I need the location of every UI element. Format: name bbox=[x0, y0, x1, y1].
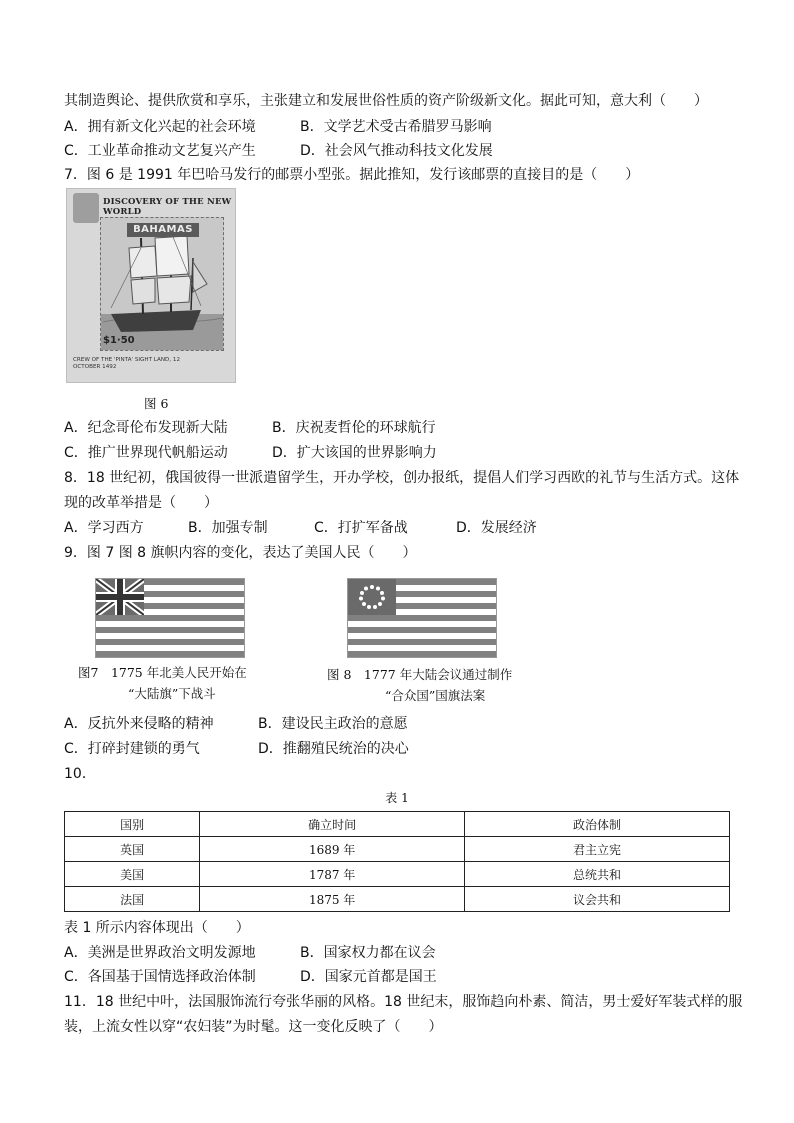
q7-option-d[interactable]: D．扩大该国的世界影响力 bbox=[272, 445, 437, 461]
q10-option-d[interactable]: D．国家元首都是国王 bbox=[300, 969, 437, 985]
table-row bbox=[65, 837, 730, 862]
q7-stem: 7．图 6 是 1991 年巴哈马发行的邮票小型张。据此推知，发行该邮票的直接目的是（ ） bbox=[64, 167, 640, 183]
q10-option-a[interactable]: A．美洲是世界政治文明发源地 bbox=[64, 945, 256, 961]
stamp-banner: DISCOVERY OF THE NEW WORLD bbox=[103, 197, 232, 217]
table-cell: 法国 bbox=[65, 887, 200, 912]
ship-illustration bbox=[101, 218, 223, 350]
q8-option-a[interactable]: A．学习西方 bbox=[64, 520, 144, 536]
q8-option-c[interactable]: C．打扩军备战 bbox=[314, 520, 408, 536]
flag-figure-8 bbox=[347, 578, 497, 658]
q9-option-c[interactable]: C．打碎封建锁的勇气 bbox=[64, 741, 200, 757]
q9-option-d[interactable]: D．推翻殖民统治的决心 bbox=[258, 741, 409, 757]
q11-stem-line2: 装，上流女性以穿“农妇装”为时髦。这一变化反映了（ ） bbox=[64, 1019, 443, 1035]
figure-6-caption: 图 6 bbox=[144, 396, 169, 411]
stamp-figure-6 bbox=[66, 188, 236, 383]
figure-7-caption-line1: 图7 1775 年北美人民开始在 bbox=[78, 665, 247, 680]
figure-8-caption-line2: “合众国”国旗法案 bbox=[385, 688, 486, 703]
q6-stem: 其制造舆论、提供欣赏和享乐，主张建立和发展世俗性质的资产阶级新文化。据此可知，意大利（ ） bbox=[64, 93, 708, 109]
q10-stem: 表 1 所示内容体现出（ ） bbox=[64, 920, 250, 936]
table-row bbox=[65, 862, 730, 887]
stamp-inner-frame bbox=[100, 217, 224, 351]
figure-8-caption-line1: 图 8 1777 年大陆会议通过制作 bbox=[327, 667, 513, 682]
table-cell: 美国 bbox=[65, 862, 200, 887]
table-header-cell: 国别 bbox=[65, 812, 200, 837]
stamp-value: $1·50 bbox=[103, 335, 135, 346]
q9-option-a[interactable]: A．反抗外来侵略的精神 bbox=[64, 716, 214, 732]
q6-option-a[interactable]: A．拥有新文化兴起的社会环境 bbox=[64, 119, 256, 135]
q6-option-c[interactable]: C．工业革命推动文艺复兴产生 bbox=[64, 143, 256, 159]
q6-option-b[interactable]: B．文学艺术受古希腊罗马影响 bbox=[300, 119, 492, 135]
stamp-logo bbox=[73, 193, 99, 223]
q9-option-b[interactable]: B．建设民主政治的意愿 bbox=[258, 716, 408, 732]
q6-option-d[interactable]: D．社会风气推动科技文化发展 bbox=[300, 143, 493, 159]
table-header-cell: 政治体制 bbox=[465, 812, 730, 837]
figure-7-caption-line2: “大陆旗”下战斗 bbox=[128, 686, 216, 701]
q9-stem: 9．图 7 图 8 旗帜内容的变化，表达了美国人民（ ） bbox=[64, 545, 417, 561]
stamp-country-label: BAHAMAS bbox=[127, 223, 199, 237]
q7-option-b[interactable]: B．庆祝麦哲伦的环球航行 bbox=[272, 420, 436, 436]
q10-option-c[interactable]: C．各国基于国情选择政治体制 bbox=[64, 969, 256, 985]
union-jack-canton bbox=[96, 579, 144, 615]
q8-option-b[interactable]: B．加强专制 bbox=[188, 520, 268, 536]
stars-canton bbox=[348, 579, 396, 615]
table-1-title: 表 1 bbox=[385, 791, 409, 805]
table-cell: 英国 bbox=[65, 837, 200, 862]
q10-option-b[interactable]: B．国家权力都在议会 bbox=[300, 945, 436, 961]
flag-figure-7 bbox=[95, 578, 245, 658]
table-cell: 总统共和 bbox=[465, 862, 730, 887]
stamp-crew-text: CREW OF THE 'PINTA' SIGHT LAND, 12 OCTOBER 1492 bbox=[73, 357, 181, 370]
q7-option-a[interactable]: A．纪念哥伦布发现新大陆 bbox=[64, 420, 228, 436]
q11-stem-line1: 11．18 世纪中叶，法国服饰流行夸张华丽的风格。18 世纪末，服饰趋向朴素、简洁，男士爱好军装式样的服 bbox=[64, 994, 743, 1010]
q7-option-c[interactable]: C．推广世界现代帆船运动 bbox=[64, 445, 228, 461]
q8-option-d[interactable]: D．发展经济 bbox=[456, 520, 537, 536]
table-cell: 君主立宪 bbox=[465, 837, 730, 862]
table-cell: 1787 年 bbox=[200, 862, 465, 887]
table-cell: 议会共和 bbox=[465, 887, 730, 912]
q8-stem-line2: 现的改革举措是（ ） bbox=[64, 495, 218, 511]
table-header-row bbox=[65, 812, 730, 837]
table-row bbox=[65, 887, 730, 912]
table-cell: 1875 年 bbox=[200, 887, 465, 912]
table-cell: 1689 年 bbox=[200, 837, 465, 862]
q8-stem-line1: 8．18 世纪初，俄国彼得一世派遣留学生，开办学校，创办报纸，提倡人们学习西欧的礼节与生活方式。这体 bbox=[64, 470, 740, 486]
table-1 bbox=[64, 811, 730, 912]
table-header-cell: 确立时间 bbox=[200, 812, 465, 837]
q10-number: 10． bbox=[64, 766, 96, 782]
